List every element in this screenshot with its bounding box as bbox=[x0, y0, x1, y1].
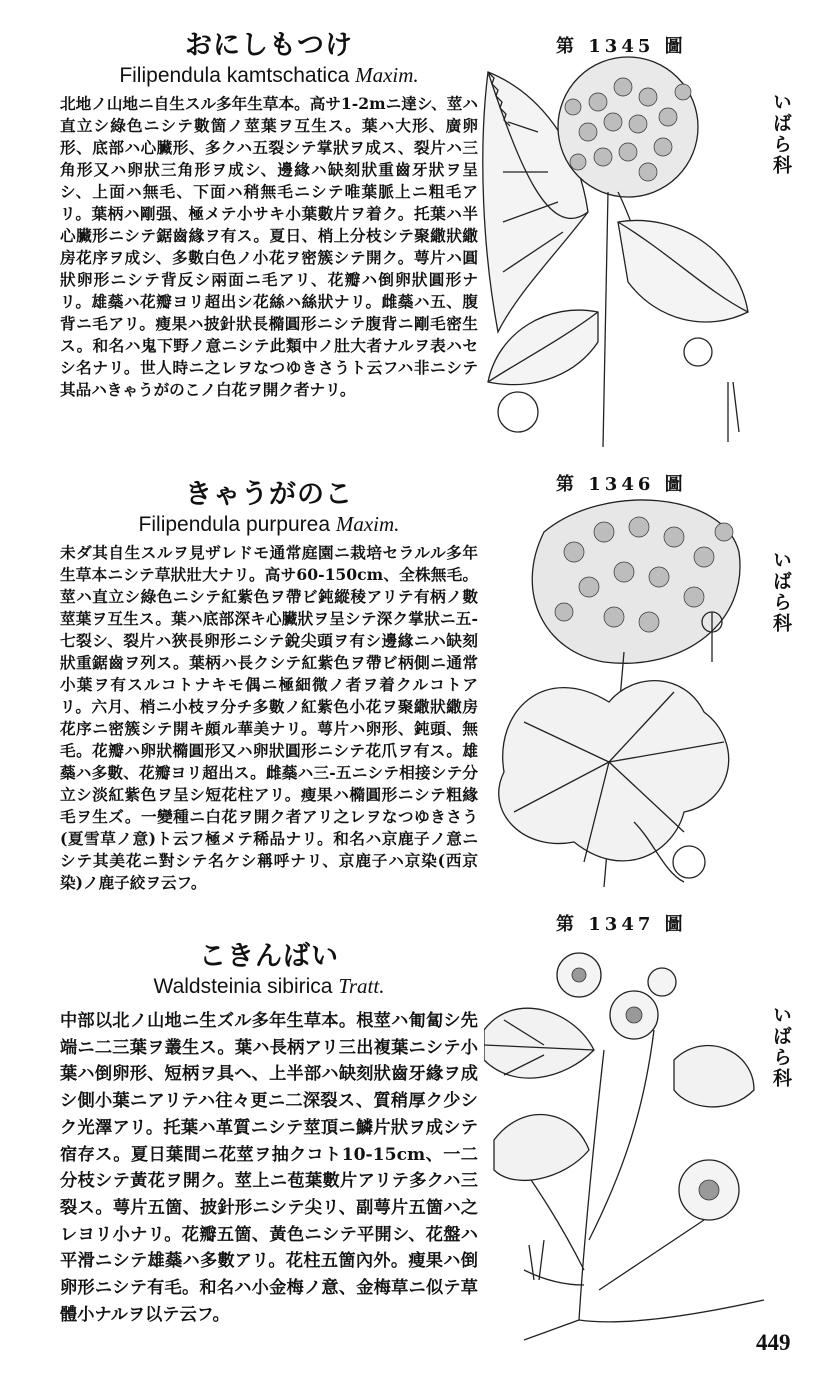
entry-japanese-name: きゃうがのこ bbox=[185, 479, 353, 510]
entry-description: 未ダ其自生スルヲ見ザレドモ通常庭園ニ栽培セラルル多年生草本ニシテ草狀壯大ナリ。高サ60-150cm、全株無毛。莖ハ直立シ綠色ニシテ紅紫色ヲ帶ビ鈍縱稜アリテ有柄ノ數莖葉ヲ互生ス。葉ハ底部深キ心臟狀ヲ呈シテ深ク掌狀ニ五-七裂シ、裂片ハ狹長卵形ニシテ銳尖頭ヲ有シ邊緣ニハ缺刻狀重鋸齒ヲ列ス。葉柄ハ長クシテ紅紫色ヲ帶ビ柄側ニ通常小葉ヲ有スルコトナキモ偶ニ極細微ノ者ヲ着クルコトアリ。六月、梢ニ小枝ヲ分チ多數ノ紅紫色小花ヲ聚繖狀繖房花序ニ密簇シテ開キ頗ル華美ナリ。萼片ハ卵形、鈍頭、無毛。花瓣ハ卵狀橢圓形又ハ卵狀圓形ニシテ花爪ヲ有ス。雄蘂ハ多數、花瓣ヨリ超出ス。雌蘂ハ三-五ニシテ相接シテ分立シ淡紅紫色ヲ呈シ短花柱アリ。瘦果ハ橢圓形ニシテ粗緣毛ヲ生ズ。一變種ニ白花ヲ開ク者アリ之レヲなつゆきさう(夏雪草ノ意)ト云フ極メテ稀品ナリ。和名ハ京鹿子ノ意ニシテ其美花ニ對シテ名ケシ稱呼ナリ、京鹿子ハ京染(西京染)ノ鹿子絞ヲ云フ。 bbox=[60, 543, 478, 892]
scientific-author: Maxim. bbox=[335, 512, 400, 536]
entry-japanese-name: おにしもつけ bbox=[185, 30, 353, 61]
family-label: いばら科 bbox=[770, 550, 792, 634]
scientific-binomial: Filipendula kamtschatica bbox=[119, 64, 350, 87]
family-label: いばら科 bbox=[770, 1005, 792, 1089]
scientific-binomial: Filipendula purpurea bbox=[138, 513, 331, 536]
figure-label: 第 1346 圖 bbox=[556, 474, 687, 495]
family-label: いばら科 bbox=[770, 92, 792, 176]
scientific-author: Tratt. bbox=[338, 974, 385, 998]
entry-scientific-name bbox=[60, 511, 478, 538]
plant-illustration-1346 bbox=[484, 492, 754, 892]
entry-japanese-name: こきんばい bbox=[199, 941, 339, 972]
entry-kokinbai bbox=[60, 941, 478, 1328]
page-number: 449 bbox=[756, 1330, 791, 1355]
plant-illustration-1347 bbox=[484, 940, 764, 1350]
figure-label: 第 1347 圖 bbox=[556, 914, 687, 935]
plant-illustration-1345 bbox=[478, 52, 758, 452]
scientific-binomial: Waldsteinia sibirica bbox=[153, 975, 333, 998]
entry-scientific-name bbox=[60, 62, 478, 89]
scientific-author: Maxim. bbox=[355, 63, 419, 87]
entry-kyoganoko bbox=[60, 479, 478, 894]
entry-description: 中部以北ノ山地ニ生ズル多年生草本。根莖ハ匍匐シ先端ニ二三葉ヲ叢生ス。葉ハ長柄アリ三出複葉ニシテ小葉ハ倒卵形、短柄ヲ具ヘ、上半部ハ缺刻狀齒牙緣ヲ成シ側小葉ニアリテハ往々更ニ二深裂ス、質稍厚ク少シク光澤アリ。托葉ハ革質ニシテ莖頂ニ鱗片狀ヲ成シテ宿存ス。夏日葉間ニ花莖ヲ抽クコト10-15cm、一二分枝シテ黃花ヲ開ク。莖上ニ苞葉數片アリテ多クハ三裂ス。萼片五箇、披針形ニシテ尖リ、副萼片五箇ハ之レヨリ小ナリ。花瓣五箇、黃色ニシテ平開シ、花盤ハ平滑ニシテ雄蘂ハ多數アリ。花柱五箇內外。瘦果ハ倒卵形ニシテ有毛。和名ハ小金梅ノ意、金梅草ニ似テ草體小ナルヲ以テ云フ。 bbox=[60, 1011, 478, 1325]
entry-onishimotsuke bbox=[60, 30, 478, 401]
entry-scientific-name bbox=[60, 973, 478, 1000]
entry-description: 北地ノ山地ニ自生スル多年生草本。高サ1-2mニ達シ、莖ハ直立シ綠色ニシテ數箇ノ莖葉ヲ互生ス。葉ハ大形、廣卵形、底部ハ心臟形、多クハ五裂シテ掌狀ヲ成ス、裂片ハ三角形又ハ卵狀三角形ヲ成シ、邊緣ハ缺刻狀重齒牙狀ヲ呈シ、上面ハ無毛、下面ハ稍無毛ニシテ唯葉脈上ニ粗毛アリ。葉柄ハ剛强、極メテ小サキ小葉數片ヲ着ク。托葉ハ半心臟形ニシテ鋸齒緣ヲ有ス。夏日、梢上分枝シテ聚繖狀繖房花序ヲ成シ、多數白色ノ小花ヲ密簇シテ開ク。萼片ハ圓狀卵形ニシテ背反シ兩面ニ毛アリ、花瓣ハ倒卵狀圓形ナリ。雄蘂ハ花瓣ヨリ超出シ花絲ハ絲狀ナリ。雌蘂ハ五、腹背ニ毛アリ。瘦果ハ披針狀長橢圓形ニシテ腹背ニ剛毛密生ス。和名ハ鬼下野ノ意ニシテ此類中ノ肚大者ナルヲ表ハセシ名ナリ。世人時ニ之レヲなつゆきさうト云フハ非ニシテ其品ハきゃうがのこノ白花ヲ開ク者ナリ。 bbox=[60, 94, 478, 399]
figure-label: 第 1345 圖 bbox=[556, 36, 687, 57]
